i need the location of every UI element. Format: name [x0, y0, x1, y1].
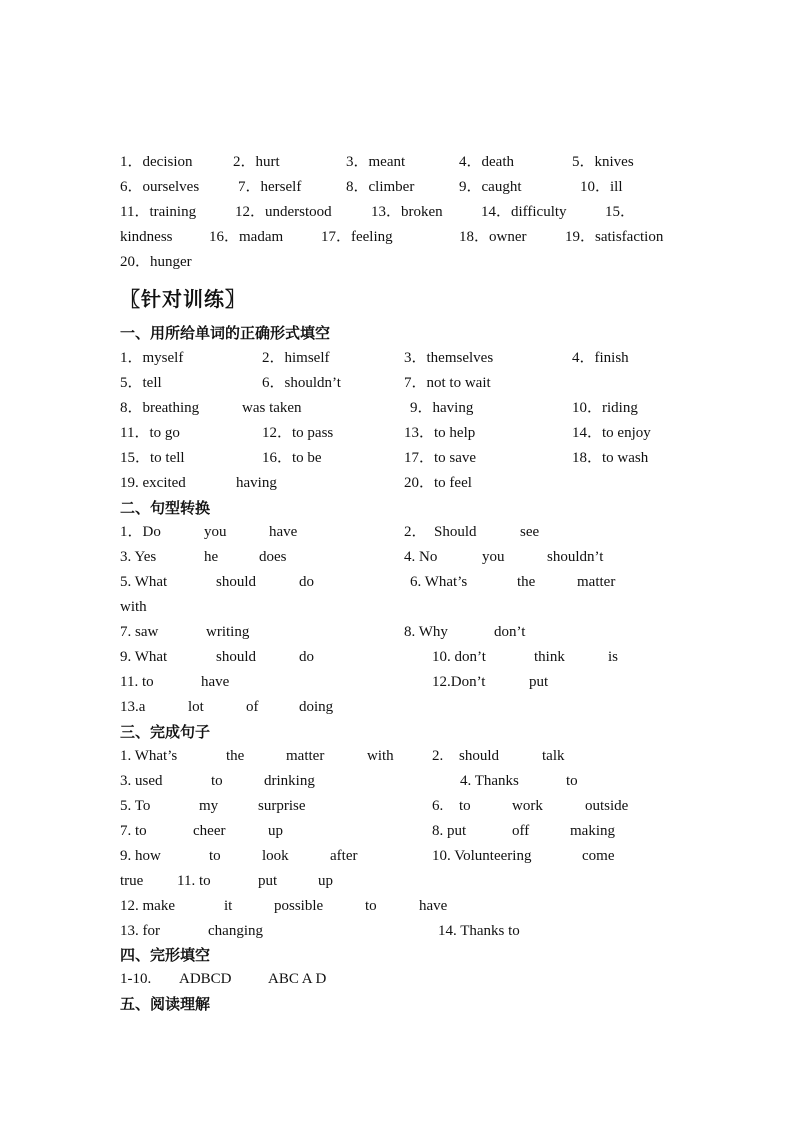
answer-item: 14. Thanks to [438, 923, 520, 939]
answer-item: 1．Do [120, 524, 161, 540]
practice-heading: 〖针对训练〗 [120, 287, 246, 311]
s3-row [0, 821, 800, 845]
answer-item: 4. Thanks [460, 773, 519, 789]
answer-item: to [566, 773, 578, 789]
s2-row [0, 697, 800, 721]
answer-item: with [120, 599, 147, 615]
s2-row [0, 547, 800, 571]
section3-heading-line [0, 722, 800, 746]
answer-item: outside [585, 798, 629, 814]
answer-item: should [216, 574, 257, 590]
s3-row [0, 846, 800, 870]
answer-item: up [318, 873, 333, 889]
section1-heading-line [0, 323, 800, 347]
answer-item: 11．to go [120, 425, 180, 441]
section2-heading-line [0, 498, 800, 522]
answer-item: ABC A D [268, 971, 327, 987]
answer-item: work [512, 798, 543, 814]
s2-row [0, 597, 800, 621]
answer-item: surprise [258, 798, 306, 814]
answer-item: 5. To [120, 798, 151, 814]
s2-row [0, 572, 800, 596]
answer-item: was taken [242, 400, 302, 416]
answer-item: doing [299, 699, 334, 715]
section4-heading-line [0, 945, 800, 969]
answer-item: to [459, 798, 471, 814]
vocab-row-3 [0, 202, 800, 226]
section-heading: 一、用所给单词的正确形式填空 [120, 324, 331, 342]
answer-item: you [482, 549, 505, 565]
answer-item: he [204, 549, 219, 565]
answer-item: writing [206, 624, 250, 640]
answer-item: after [330, 848, 358, 864]
answer-item: true [120, 873, 144, 889]
s4-row [0, 969, 800, 993]
answer-item: think [534, 649, 565, 665]
answer-item: see [520, 524, 540, 540]
section-heading: 五、阅读理解 [120, 995, 211, 1013]
answer-item: 4. No [404, 549, 438, 565]
answer-item: 13．broken [371, 204, 443, 220]
answer-item: lot [188, 699, 204, 715]
answer-item: 3．meant [346, 154, 406, 170]
answer-item: 11．training [120, 204, 197, 220]
answer-item: 6. [432, 798, 444, 814]
s2-row [0, 647, 800, 671]
answer-item: 15． [605, 204, 636, 220]
answer-item: 10．riding [572, 400, 638, 416]
s1-row [0, 423, 800, 447]
answer-item: 5. What [120, 574, 168, 590]
answer-item: 10. don’t [432, 649, 486, 665]
answer-item: 7. to [120, 823, 147, 839]
answer-item: 16．to be [262, 450, 322, 466]
answer-item: 18．owner [459, 229, 527, 245]
section-heading: 四、完形填空 [120, 946, 211, 964]
answer-item: have [269, 524, 298, 540]
answer-item: 1．myself [120, 350, 184, 366]
answer-item: 19．satisfaction [565, 229, 664, 245]
answer-item: changing [208, 923, 263, 939]
s1-row [0, 373, 800, 397]
answer-item: look [262, 848, 289, 864]
answer-item: 17．to save [404, 450, 477, 466]
answer-item: having [236, 475, 277, 491]
answer-item: 7. saw [120, 624, 159, 640]
answer-item: put [529, 674, 549, 690]
answer-item: 17．feeling [321, 229, 393, 245]
answer-item: the [226, 748, 245, 764]
answer-item: 12．to pass [262, 425, 334, 441]
s2-row [0, 672, 800, 696]
section-heading: 三、完成句子 [120, 723, 211, 741]
s3-row [0, 871, 800, 895]
section-heading: 二、句型转换 [120, 499, 211, 517]
answer-item: 20．to feel [404, 475, 472, 491]
answer-item: 2. [432, 748, 444, 764]
answer-item: should [459, 748, 500, 764]
answer-item: 8. put [432, 823, 467, 839]
answer-item: ADBCD [179, 971, 232, 987]
s2-row [0, 522, 800, 546]
answer-item: 10. Volunteering [432, 848, 532, 864]
answer-item: 6．ourselves [120, 179, 200, 195]
answer-item: 13.a [120, 699, 146, 715]
answer-item: to [365, 898, 377, 914]
answer-item: 1. What’s [120, 748, 178, 764]
answer-item: matter [286, 748, 325, 764]
answer-item: 16．madam [209, 229, 284, 245]
vocab-row-4 [0, 227, 800, 251]
answer-item: 11. to [177, 873, 211, 889]
answer-item: 3. used [120, 773, 163, 789]
answer-item: 1．decision [120, 154, 193, 170]
answer-item: don’t [494, 624, 526, 640]
answer-item: 11. to [120, 674, 154, 690]
answer-item: does [259, 549, 287, 565]
answer-item: 2．himself [262, 350, 330, 366]
answer-item: 13．to help [404, 425, 476, 441]
answer-item: 5．tell [120, 375, 162, 391]
answer-item: come [582, 848, 615, 864]
answer-item: off [512, 823, 530, 839]
answer-item: do [299, 649, 314, 665]
answer-item: have [419, 898, 448, 914]
answer-item: 9．having [410, 400, 474, 416]
answer-item: have [201, 674, 230, 690]
answer-item: should [216, 649, 257, 665]
answer-item: 8. Why [404, 624, 448, 640]
answer-item: 7．not to wait [404, 375, 491, 391]
answer-item: 19. excited [120, 475, 186, 491]
answer-item: drinking [264, 773, 315, 789]
answer-item: 9. What [120, 649, 168, 665]
answer-item: 4．finish [572, 350, 629, 366]
answer-item: to [209, 848, 221, 864]
answer-item: the [517, 574, 536, 590]
answer-item: Should [434, 524, 477, 540]
answer-item: to [211, 773, 223, 789]
answer-item: 3．themselves [404, 350, 494, 366]
answer-item: 14．difficulty [481, 204, 567, 220]
answer-item: 12．understood [235, 204, 332, 220]
answer-item: making [570, 823, 615, 839]
answer-item: do [299, 574, 314, 590]
answer-item: 7．herself [238, 179, 302, 195]
answer-item: 15．to tell [120, 450, 185, 466]
answer-item: 2．hurt [233, 154, 280, 170]
answer-item: 4．death [459, 154, 514, 170]
answer-item: 9．caught [459, 179, 522, 195]
answer-item: 20．hunger [120, 254, 192, 270]
section5-heading-line [0, 994, 800, 1018]
s1-row [0, 398, 800, 422]
vocab-row-2 [0, 177, 800, 201]
answer-item: possible [274, 898, 324, 914]
answer-item: talk [542, 748, 565, 764]
answer-item: 2． [404, 524, 427, 540]
answer-item: 12.Don’t [432, 674, 486, 690]
answer-item: with [367, 748, 394, 764]
s3-row [0, 896, 800, 920]
vocab-row-5 [0, 252, 800, 276]
answer-item: 10．ill [580, 179, 623, 195]
answer-item: 8．breathing [120, 400, 200, 416]
answer-item: matter [577, 574, 616, 590]
answer-item: cheer [193, 823, 226, 839]
answer-item: 18．to wash [572, 450, 649, 466]
s1-row [0, 348, 800, 372]
s1-row [0, 473, 800, 497]
answer-item: kindness [120, 229, 173, 245]
answer-item: it [224, 898, 233, 914]
answer-item: 13. for [120, 923, 160, 939]
answer-item: is [608, 649, 619, 665]
answer-item: my [199, 798, 219, 814]
answer-item: 12. make [120, 898, 175, 914]
answer-item: put [258, 873, 278, 889]
answer-item: 1-10. [120, 971, 152, 987]
s2-row [0, 622, 800, 646]
vocab-row-1 [0, 152, 800, 176]
answer-item: 6．shouldn’t [262, 375, 341, 391]
s3-row [0, 771, 800, 795]
answer-item: you [204, 524, 227, 540]
answer-item: 8．climber [346, 179, 415, 195]
answer-item: 14．to enjoy [572, 425, 651, 441]
answer-item: up [268, 823, 283, 839]
answer-item: 9. how [120, 848, 161, 864]
answer-item: of [246, 699, 259, 715]
s1-row [0, 448, 800, 472]
answer-item: 5．knives [572, 154, 634, 170]
answer-item: shouldn’t [547, 549, 604, 565]
s3-row [0, 746, 800, 770]
s3-row [0, 796, 800, 820]
practice-heading-line [0, 285, 800, 315]
answer-item: 3. Yes [120, 549, 157, 565]
answer-item: 6. What’s [410, 574, 468, 590]
s3-row [0, 921, 800, 945]
